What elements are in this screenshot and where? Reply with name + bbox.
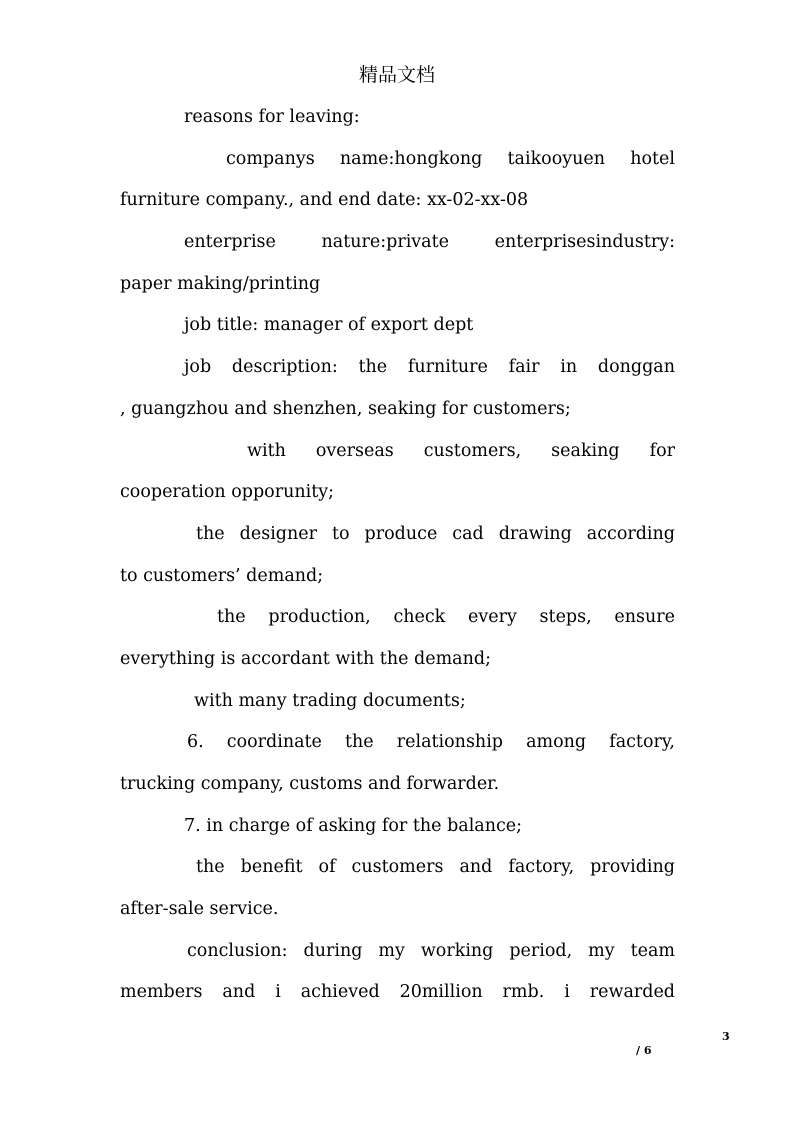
text-line: to customers’ demand; — [120, 565, 324, 586]
text-line: the designer to produce cad drawing according — [196, 523, 675, 544]
text-line: 7. in charge of asking for the balance; — [184, 815, 523, 836]
page-number: 3 — [722, 1030, 730, 1043]
text-line: everything is accordant with the demand; — [120, 648, 491, 669]
text-line: companys name:hongkong taikooyuen hotel — [226, 148, 675, 169]
text-line: paper making/printing — [120, 273, 321, 294]
text-line: the production, check every steps, ensure — [217, 607, 675, 628]
text-line: the benefit of customers and factory, providing — [196, 857, 675, 878]
text-line: reasons for leaving: — [184, 107, 360, 127]
text-line: job title: manager of export dept — [184, 315, 474, 336]
page-total: / 6 — [636, 1044, 652, 1057]
text-line: , guangzhou and shenzhen, seaking for customers; — [120, 398, 571, 419]
text-line: members and i achieved 20million rmb. i rewarded — [120, 982, 675, 1003]
text-line: after-sale service. — [120, 899, 279, 920]
page-header-title: 精品文档 — [358, 64, 435, 86]
text-line: with overseas customers, seaking for — [247, 440, 675, 461]
text-line: job description: the furniture fair in donggan — [184, 357, 675, 378]
text-line: trucking company, customs and forwarder. — [120, 774, 500, 794]
document-body — [120, 104, 675, 1021]
text-line: enterprise nature:private enterprisesindustry: — [184, 232, 675, 253]
text-line: 6. coordinate the relationship among factory, — [187, 732, 675, 753]
text-line: furniture company., and end date: xx-02-xx-08 — [120, 190, 529, 211]
text-line: cooperation opporunity; — [120, 482, 335, 503]
text-line: conclusion: during my working period, my team — [187, 940, 675, 961]
text-line: with many trading documents; — [194, 690, 466, 711]
